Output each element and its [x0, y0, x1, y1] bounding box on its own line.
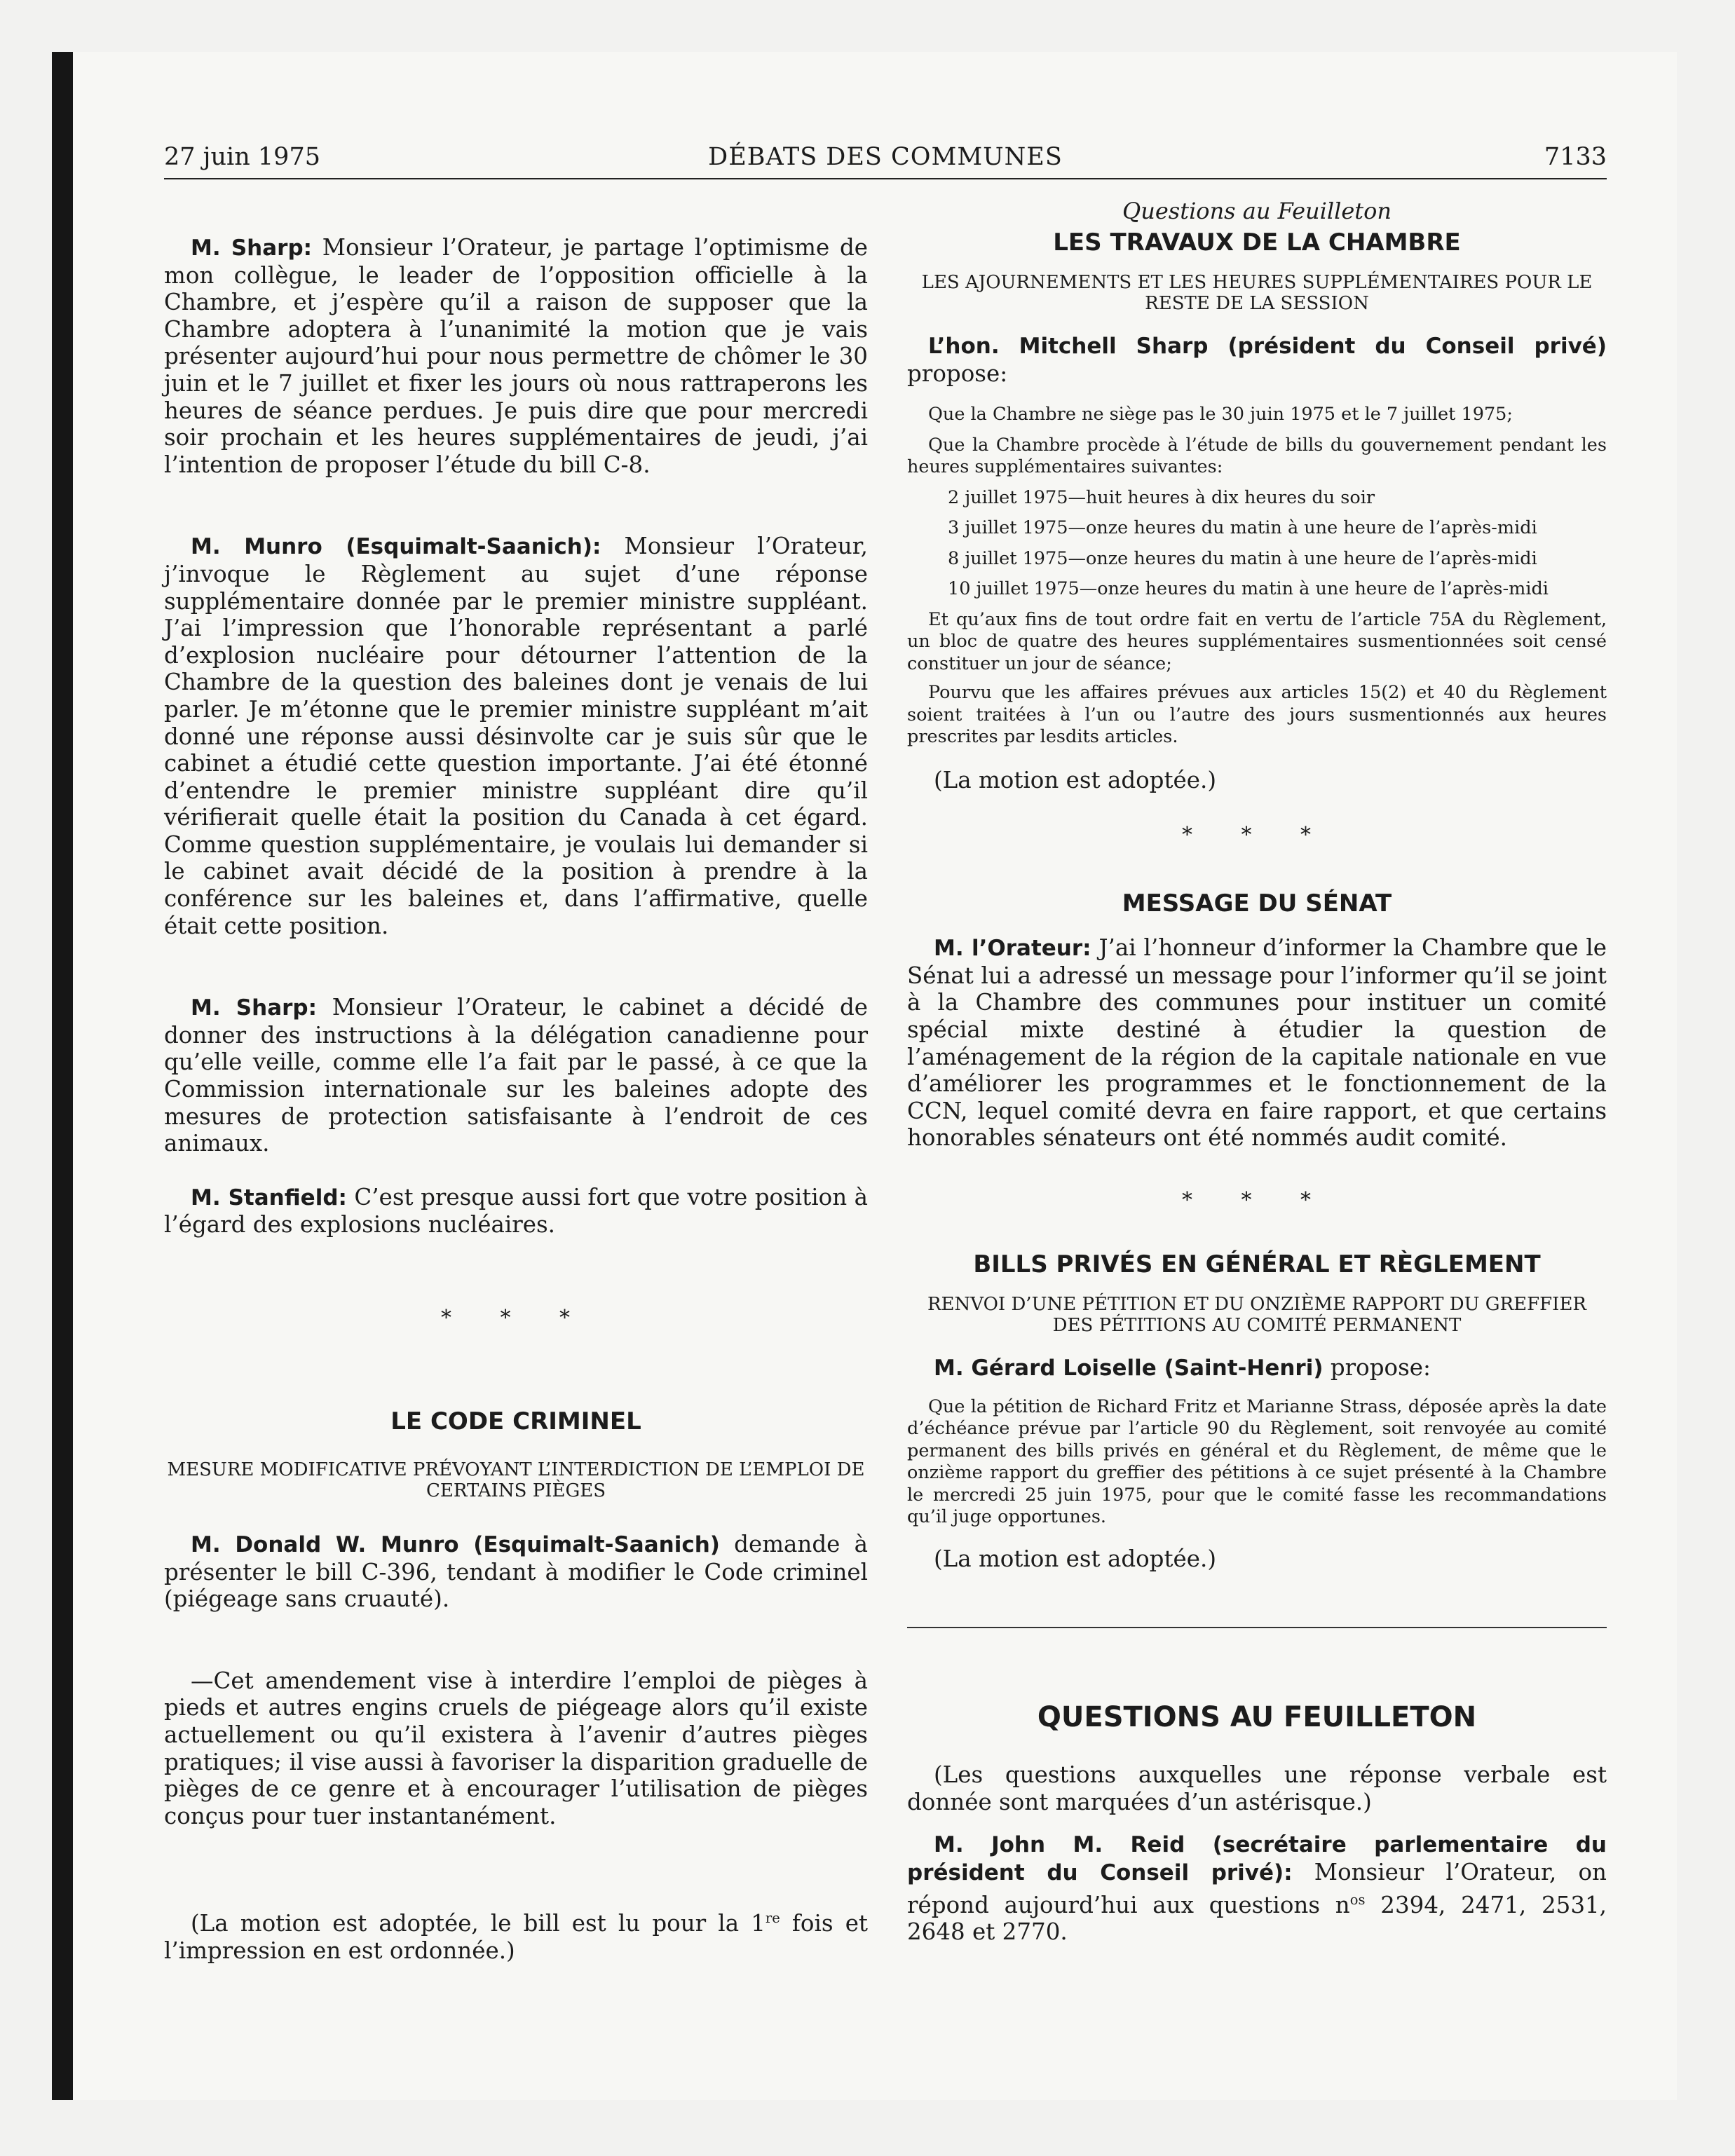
superscript: re — [765, 1910, 780, 1927]
section-title-bills-prives: BILLS PRIVÉS EN GÉNÉRAL ET RÈGLEMENT — [973, 1250, 1541, 1279]
paragraph-text: propose: — [1323, 1354, 1431, 1381]
paragraph-motion-adopted — [164, 1905, 868, 1964]
paragraph-orateur — [907, 934, 1607, 1152]
paragraph-john-reid — [907, 1831, 1607, 1945]
schedule-list — [907, 487, 1607, 601]
section-title-travaux: LES TRAVAUX DE LA CHAMBRE — [1053, 228, 1461, 257]
speaker-name: L’hon. Mitchell Sharp (président du Conseil privé) — [928, 334, 1607, 359]
motion-clause: Que la Chambre procède à l’étude de bills du gouvernement pendant les heures supplémentaires suivantes: — [907, 434, 1607, 478]
paragraph-amendment-note: —Cet amendement vise à interdire l’emploi de pièges à pieds et autres engins cruels de piégeage alors qu’il existe actuellement ou qu’il existera à l’avenir d’autres pièges pratiques; il vise aussi à favoriser la disparition graduelle de pièges de ce genre et à encourager l’utilisation de pièges conçus pour tuer instantanément. — [164, 1667, 868, 1829]
schedule-item: 8 juillet 1975—onze heures du matin à une heure de l’après-midi — [948, 547, 1537, 569]
paragraph-mitchell-sharp — [907, 332, 1607, 387]
speaker-name: M. Gérard Loiselle (Saint-Henri) — [934, 1356, 1324, 1381]
schedule-item: 2 juillet 1975—huit heures à dix heures du soir — [948, 486, 1375, 508]
paragraph-text: 2394, 2471, 2531, 2648 et 2770. — [907, 1891, 1607, 1946]
paragraph-stanfield — [164, 1184, 868, 1239]
paragraph-munro-1 — [164, 533, 868, 939]
paragraph-text: (La motion est adoptée, le bill est lu pour la 1 — [191, 1910, 766, 1937]
paragraph-donald-munro — [164, 1531, 868, 1613]
speaker-name: M. John M. Reid (secrétaire parlementaire du président du Conseil privé): — [907, 1832, 1607, 1885]
section-title-code-criminel: LE CODE CRIMINEL — [390, 1407, 641, 1435]
paragraph-text: Monsieur l’Orateur, on répond aujourd’hui aux questions n — [907, 1859, 1607, 1918]
kicker: Questions au Feuilleton — [1122, 198, 1392, 224]
header-page-number: 7133 — [1544, 143, 1607, 171]
speaker-name: M. l’Orateur: — [934, 936, 1091, 962]
motion-clause: Que la pétition de Richard Fritz et Marianne Strass, déposée après la date d’échéance prévue par l’article 90 du Règlement, soit renvoyée au comité permanent des bills privés en général et du Règlement, de même que le onzième rapport du greffier des pétitions à ce sujet présenté à la Chambre le mercredi 25 juin 1975, pour que le comité fasse les recommandations qu’il juge opportunes. — [907, 1396, 1607, 1528]
paragraph-text: Monsieur l’Orateur, je partage l’optimisme de mon collègue, le leader de l’opposition officielle à la Chambre, et j’espère qu’il a raison de supposer que la Chambre adoptera à l’unanimité la motion que je vais présenter aujourd’hui pour nous permettre de chômer le 30 juin et le 7 juillet et fixer les jours où nous rattraperons les heures de séance perdues. Je puis dire que pour mercredi soir prochain et les heures supplémentaires de jeudi, j’ai l’intention de proposer l’étude du bill C-8. — [164, 234, 869, 478]
paragraph-text: Monsieur l’Orateur, le cabinet a décidé de donner des instructions à la délégation canadienne pour qu’elle veille, comme elle l’a fait par le passé, à ce que la Commission internationale sur les baleines adopte des mesures de protection satisfaisante à l’endroit de ces animaux. — [164, 994, 868, 1157]
motion-clause: Et qu’aux fins de tout ordre fait en vertu de l’article 75A du Règlement, un bloc de quatre des heures supplémentaires susmentionnées soit censé constituer un jour de séance; — [907, 608, 1607, 674]
motion-clause: Pourvu que les affaires prévues aux articles 15(2) et 40 du Règlement soient traitées à l’un ou l’autre des jours susmentionnés aux heures prescrites par lesdits articles. — [907, 682, 1607, 748]
section-divider — [907, 1627, 1607, 1628]
section-title-questions: QUESTIONS AU FEUILLETON — [1037, 1701, 1477, 1734]
section-separator: * * * — [440, 1306, 592, 1330]
paragraph-text: Monsieur l’Orateur, j’invoque le Règlement au sujet d’une réponse supplémentaire donnée par le premier ministre suppléant. J’ai l’impression que l’honorable représentant a parlé d’explosion nucléaire pour détourner l’attention de la Chambre de la question des baleines dont je venais de lui parler. Je m’étonne que le premier ministre suppléant m’ait donné une réponse aussi désinvolte car je suis sûr que le cabinet a étudié cette question importante. J’ai été étonné d’entendre le premier ministre suppléant dire qu’il vérifierait quelle était la position du Canada à cet égard. Comme question supplémentaire, je voulais lui demander si le cabinet avait décidé de la position à prendre à la conférence sur les baleines et, dans l’affirmative, quelle était cette position. — [164, 533, 868, 939]
section-subhead: MESURE MODIFICATIVE PRÉVOYANT L’INTERDICTION DE L’EMPLOI DE CERTAINS PIÈGES — [167, 1459, 865, 1501]
motion-adopted-note: (La motion est adoptée.) — [934, 766, 1217, 793]
superscript: os — [1349, 1891, 1366, 1908]
paragraph-questions-note: (Les questions auxquelles une réponse verbale est donnée sont marquées d’un astérisque.) — [907, 1761, 1607, 1815]
paragraph-text: demande à présenter le bill C-396, tendant à modifier le Code criminel (piégeage sans cruauté). — [164, 1531, 868, 1613]
speaker-name: M. Sharp: — [191, 995, 317, 1021]
section-separator: * * * — [1181, 823, 1333, 848]
paragraph-text: C’est presque aussi fort que votre position à l’égard des explosions nucléaires. — [164, 1183, 868, 1239]
page-header — [164, 143, 1607, 179]
paragraph-sharp-2 — [164, 994, 868, 1157]
paragraph-text: fois et l’impression en est ordonnée.) — [164, 1910, 868, 1964]
section-separator: * * * — [1181, 1188, 1333, 1213]
header-date: 27 juin 1975 — [164, 143, 320, 171]
paragraph-text: propose: — [907, 360, 1008, 387]
speaker-name: M. Stanfield: — [191, 1185, 347, 1210]
header-running-title: DÉBATS DES COMMUNES — [708, 143, 1063, 171]
section-subhead: LES AJOURNEMENTS ET LES HEURES SUPPLÉMENTAIRES POUR LE RESTE DE LA SESSION — [921, 272, 1593, 314]
speaker-name: M. Munro (Esquimalt-Saanich): — [191, 534, 601, 560]
motion-clause: Que la Chambre ne siège pas le 30 juin 1975 et le 7 juillet 1975; — [928, 404, 1513, 425]
schedule-item: 10 juillet 1975—onze heures du matin à une heure de l’après-midi — [948, 578, 1549, 600]
left-column — [164, 198, 868, 1964]
speaker-name: M. Sharp: — [191, 236, 313, 261]
paragraph-loiselle — [907, 1354, 1607, 1382]
schedule-item: 3 juillet 1975—onze heures du matin à une heure de l’après-midi — [948, 517, 1537, 539]
speaker-name: M. Donald W. Munro (Esquimalt-Saanich) — [191, 1532, 720, 1557]
section-title-message-senat: MESSAGE DU SÉNAT — [1122, 889, 1392, 918]
paragraph-text: J’ai l’honneur d’informer la Chambre que le Sénat lui a adressé un message pour l’informer qu’il se joint à la Chambre des communes pour instituer un comité spécial mixte destiné à étudier la question de l’aménagement de la région de la capitale nationale en vue d’améliorer les programmes et le fonctionnement de la CCN, lequel comité devra en faire rapport, et que certains honorables sénateurs ont été nommés audit comité. — [907, 934, 1607, 1152]
right-column — [907, 198, 1607, 1946]
paragraph-sharp-1 — [164, 234, 868, 478]
section-subhead: RENVOI D’UNE PÉTITION ET DU ONZIÈME RAPPORT DU GREFFIER DES PÉTITIONS AU COMITÉ PERMANENT — [927, 1294, 1586, 1337]
motion-adopted-note: (La motion est adoptée.) — [934, 1545, 1217, 1572]
